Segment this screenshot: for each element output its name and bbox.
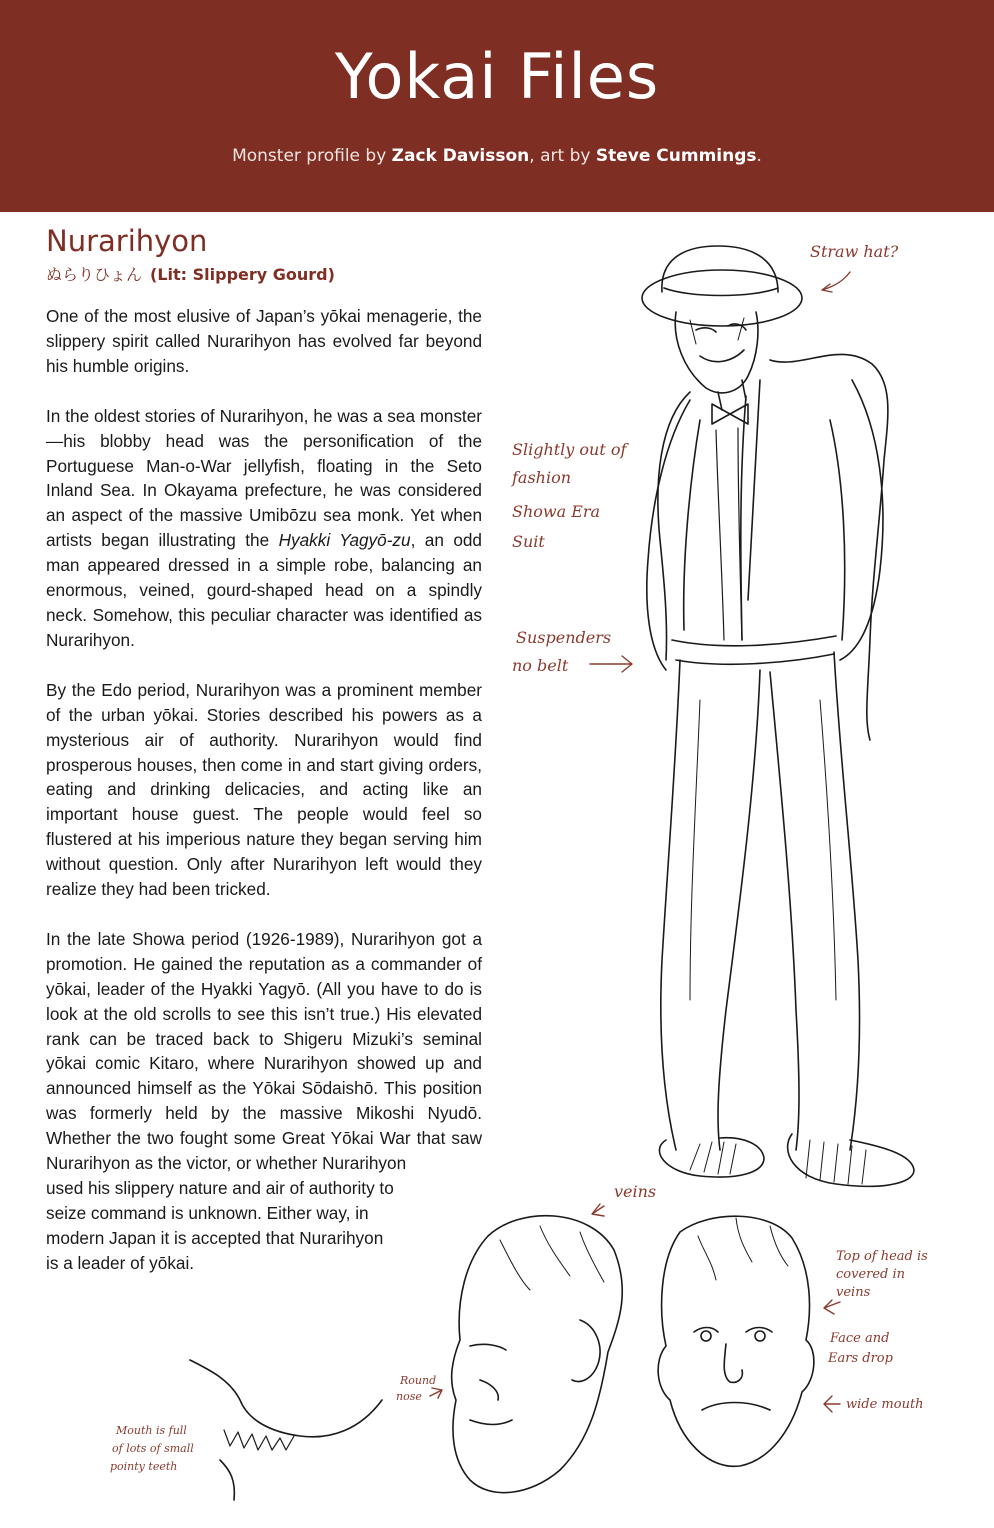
hat-crown <box>662 246 778 292</box>
veins-arrow <box>592 1204 604 1216</box>
trousers <box>661 652 860 1150</box>
annotation-suspenders-1: Suspenders <box>516 628 612 647</box>
annotation-fashion-1: Slightly out of <box>512 440 627 459</box>
annotation-face-2: Ears drop <box>828 1351 893 1366</box>
annotation-veins: veins <box>614 1182 657 1201</box>
annotation-fashion-4: Suit <box>512 532 545 551</box>
paragraph-4-tail-4: is a leader of yōkai. <box>46 1252 195 1273</box>
annotation-top-of-head-3: veins <box>836 1285 871 1300</box>
annotation-nose-1: Round <box>400 1374 437 1387</box>
annotation-straw-hat: Straw hat? <box>810 242 899 261</box>
head-study-front <box>658 1216 814 1466</box>
paragraph-4-tail-1: used his slippery nature and air of authority to <box>46 1178 394 1198</box>
paragraph-4-tail-2: seize command is unknown. Either way, in <box>46 1202 369 1223</box>
scroll-title: Hyakki Yagyō-zu <box>278 530 411 551</box>
monster-name: Nurarihyon <box>46 224 208 258</box>
monster-literal-translation: (Lit: Slippery Gourd) <box>150 265 335 284</box>
jacket <box>658 354 888 740</box>
article-paragraph-1: One of the most elusive of Japan’s yōkai menagerie, the slippery spirit called Nurarihyon has evolved far beyond his humble origins. <box>46 306 482 376</box>
annotation-fashion-3: Showa Era <box>512 502 601 521</box>
round-nose-arrow <box>430 1388 442 1398</box>
author-name: Zack Davisson <box>391 146 530 166</box>
annotation-teeth-3: pointy teeth <box>110 1460 178 1473</box>
hat-brim <box>642 270 802 326</box>
paragraph-4-tail-3: modern Japan it is accepted that Nurarihyon <box>46 1227 384 1248</box>
credit-end: . <box>756 146 762 166</box>
article-paragraph-3: By the Edo period, Nurarihyon was a prominent member of the urban yōkai. Stories described his powers as a mysterious air of authority. Nurarihyon would find prosperous houses, then come in and start giving orders, eating and drinking delicacies, and acting like an important house guest. The people would feel so flustered at his imperious nature they began serving him without question. Only after Nurarihyon left would they realize they had been tricked. <box>46 679 482 900</box>
wide-mouth-arrow <box>824 1396 840 1412</box>
bow-tie <box>712 404 748 424</box>
artist-name: Steve Cummings <box>595 146 757 166</box>
full-body-figure <box>642 246 914 1186</box>
annotation-fashion-2: fashion <box>512 468 572 487</box>
annotation-suspenders-2: no belt <box>512 656 569 675</box>
annotation-top-of-head-1: Top of head is <box>836 1249 928 1264</box>
monster-japanese-name: ぬらりひょん <box>46 265 143 284</box>
page-title: Yokai Files <box>334 40 660 113</box>
annotation-arrows <box>430 272 850 1412</box>
credit-prefix: Monster profile by <box>232 146 392 166</box>
paragraph-4-text: In the late Showa period (1926-1989), Nurarihyon got a promotion. He gained the reputation as a commander of yōkai, leader of the Hyakki Yagyō. (All you have to do is look at the old scrolls to see this isn’t true.) His elevated rank can be traced back to Shigeru Mizuki’s seminal yōkai comic Kitaro, where Nurarihyon showed up and announced himself as the Yōkai Sōdaishō. This position was formerly held by the massive Mikoshi Nyudō. Whether the two fought some Great Yōkai War that saw Nurarihyon as the victor, or whether Nurarihyon <box>46 928 482 1174</box>
top-of-head-arrow <box>824 1300 840 1314</box>
right-arm <box>840 380 883 660</box>
annotation-top-of-head-2: covered in <box>836 1267 906 1282</box>
paragraph-2-text-b: , an odd man appeared dressed in a simple robe, balancing an enormous, veined, gourd-shaped head on a spindly neck. Somehow, this peculiar character was identified as Nurarihyon. <box>46 530 482 650</box>
annotation-teeth-1: Mouth is full <box>116 1424 187 1437</box>
paragraph-2-text-a: In the oldest stories of Nurarihyon, he was a sea monster—his blobby head was the personification of the Portuguese Man-o-War jellyfish, floating in the Seto Inland Sea. In Okayama prefecture, he was considered an aspect of the massive Umibōzu sea monk. Yet when artists began illustrating the <box>46 405 482 551</box>
credit-mid: , art by <box>529 146 596 166</box>
annotation-wide-mouth: wide mouth <box>846 1397 924 1412</box>
annotation-teeth-2: of lots of small <box>112 1442 194 1455</box>
annotation-face-1: Face and <box>830 1331 890 1346</box>
suspenders-arrow <box>590 656 632 672</box>
teeth-study <box>190 1360 382 1500</box>
annotation-nose-2: nose <box>396 1390 422 1403</box>
straw-hat-arrow <box>822 272 850 292</box>
head-study-profile <box>452 1216 623 1493</box>
